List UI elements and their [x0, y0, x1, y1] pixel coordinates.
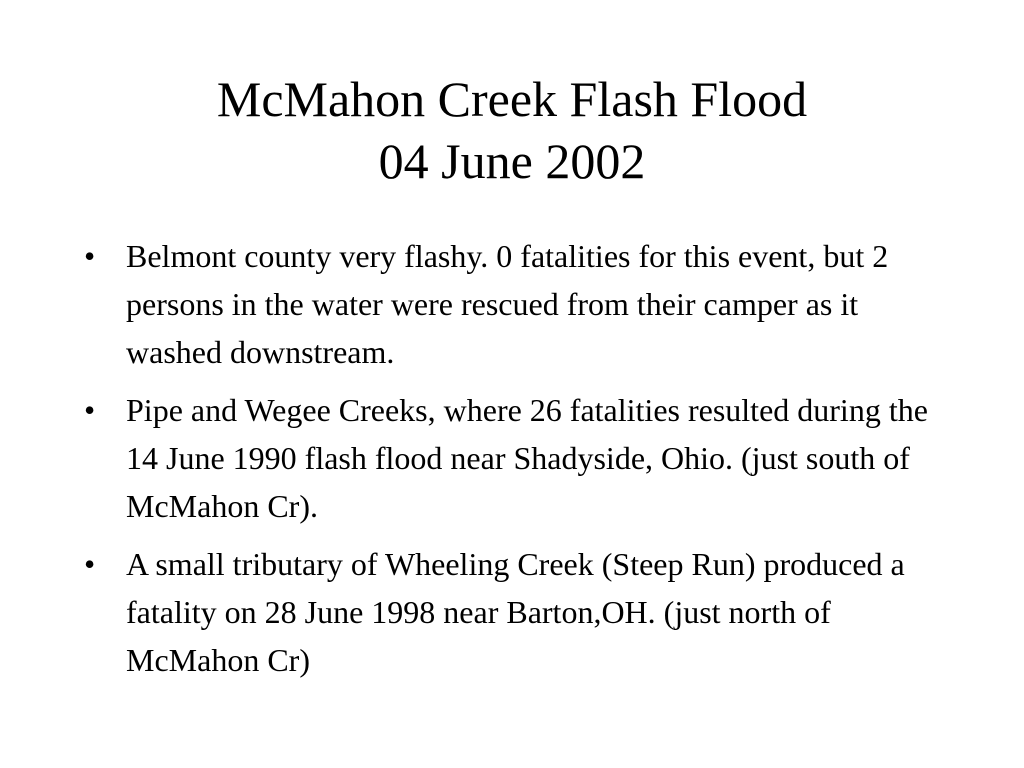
bullet-text: A small tributary of Wheeling Creek (Steep Run) produced a fatality on 28 June 1998 near Barton,OH. (just north of McMahon Cr) — [126, 546, 905, 678]
slide-title — [0, 68, 1024, 192]
bullet-item — [84, 232, 934, 376]
slide-title-line-2: 04 June 2002 — [378, 133, 646, 189]
bullet-marker: • — [84, 238, 96, 274]
bullet-item — [84, 540, 934, 684]
bullet-marker: • — [84, 392, 96, 428]
slide-title-line-1: McMahon Creek Flash Flood — [216, 71, 808, 127]
bullet-text: Pipe and Wegee Creeks, where 26 fatalities resulted during the 14 June 1990 flash flood near Shadyside, Ohio. (just south of McMahon Cr). — [126, 392, 928, 524]
bullet-text: Belmont county very flashy. 0 fatalities for this event, but 2 persons in the water were rescued from their camper as it washed downstream. — [126, 238, 889, 370]
bullet-list — [84, 232, 934, 694]
bullet-marker: • — [84, 546, 96, 582]
bullet-item — [84, 386, 934, 530]
